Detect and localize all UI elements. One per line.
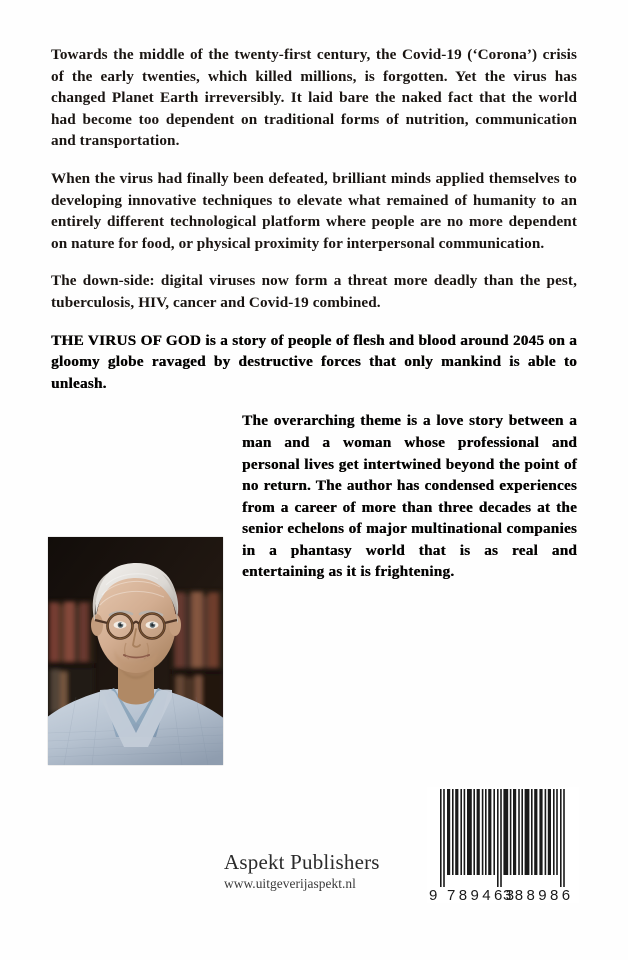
author-portrait-image — [48, 537, 223, 765]
barcode-digits — [429, 887, 573, 903]
blurb-paragraph-1: Towards the middle of the twenty-first century, the Covid-19 (‘Corona’) crisis of the early twenties, which killed millions, is forgotten. Yet the virus has changed Planet Earth irreversibly. It laid bare the naked fact that the world had become too dependent on traditional forms of nutrition, communication and transportation. — [51, 46, 577, 150]
publisher-block — [224, 849, 424, 892]
barcode-right-digits: 388986 — [503, 887, 574, 903]
blurb-paragraph-author-note-text: The overarching theme is a love story between a man and a woman whose professional and personal lives get intertwined beyond the point of no return. The author has condensed experiences from a career of more than three decades at the senior echelons of major multinational companies in a phantasy world that is as real and entertaining as it is frightening. — [242, 412, 577, 581]
author-portrait — [48, 537, 223, 765]
barcode-lead-digit: 9 — [429, 887, 438, 903]
publisher-name: Aspekt Publishers — [224, 850, 380, 874]
blurb-paragraph-title-synopsis: THE VIRUS OF GOD is a story of people of flesh and blood around 2045 on a gloomy globe ravaged by destructive forces that only mankind is able to unleash. — [51, 331, 577, 392]
publisher-website: www.uitgeverijaspekt.nl — [224, 876, 356, 891]
isbn-barcode — [427, 787, 579, 903]
isbn-barcode-image — [427, 787, 579, 903]
blurb-paragraph-3: The down-side: digital viruses now form a threat more deadly than the pest, tuberculosis, HIV, cancer and Covid-19 combined. — [51, 272, 577, 311]
blurb-paragraph-2: When the virus had finally been defeated, brilliant minds applied themselves to developing innovative techniques to elevate what remained of humanity to an entirely different technological platform where people are no more dependent on nature for food, or physical proximity for interpersonal communication. — [51, 169, 577, 252]
barcode-left-digits: 789463 — [447, 887, 518, 903]
